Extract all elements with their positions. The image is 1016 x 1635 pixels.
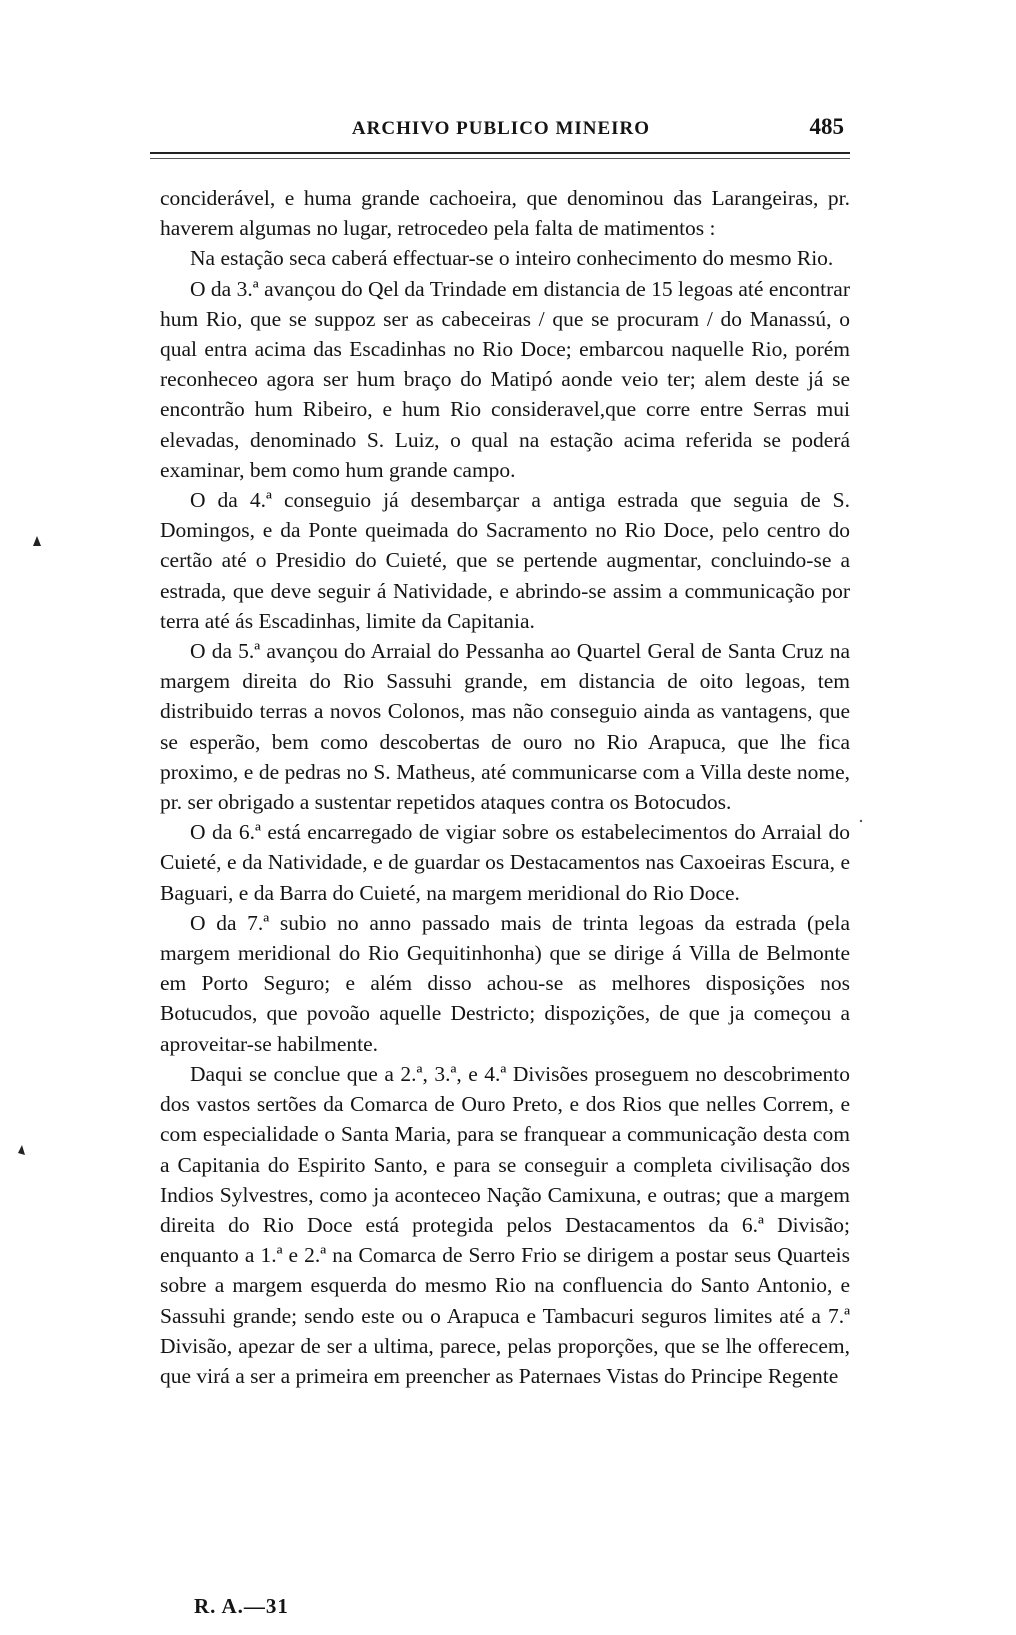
paragraph: O da 7.ª subio no anno passado mais de trinta legoas da estrada (pela margem meridional do Rio Gequitinhonha) que se dirige á Villa de Belmonte em Porto Seguro; e além disso achou-se as melhores disposições nos Botucudos, que povoão aquelle Destricto; dispozições, de que ja começou a aproveitar-se habilmente.: [160, 910, 850, 1056]
scan-speck: [33, 536, 41, 546]
signature-mark: R. A.—31: [194, 1594, 289, 1618]
paragraph: O da 4.ª conseguio já desembarçar a antiga estrada que seguia de S. Domingos, e da Ponte queimada do Sacramento no Rio Doce, pelo centro do certão até o Presidio do Cuieté, que se pertende augmentar, concluindo-se a estrada, que deve seguir á Natividade, e abrindo-se assim a communicação por terra até ás Escadinhas, limite da Capitania.: [160, 488, 850, 633]
paragraph: O da 6.ª está encarregado de vigiar sobre os estabelecimentos do Arraial do Cuieté, e da Natividade, e de guardar os Destacamentos nas Caxoeiras Escura, e Baguari, e da Barra do Cuieté, na margem meridional do Rio Doce.: [160, 820, 850, 905]
scan-speck: [18, 1145, 25, 1155]
scan-speck: [860, 820, 862, 822]
paragraph: conciderável, e huma grande cachoeira, que denominou das Larangeiras, pr. haverem algumas no lugar, retrocedeo pela falta de matimentos :: [160, 186, 850, 241]
paragraph: O da 3.ª avançou do Qel da Trindade em distancia de 15 legoas até encontrar hum Rio, que se suppoz ser as cabeceiras / que se procuram / do Manassú, o qual entra acima das Escadinhas no Rio Doce; embarcou naquelle Rio, porém reconheceo agora ser hum braço do Matipó aonde veio ter; alem deste já se encontrão hum Ribeiro, e hum Rio consideravel,que corre entre Serras mui elevadas, denominado S. Luiz, o qual na estação acima referida se poderá examinar, bem como hum grande campo.: [160, 276, 850, 482]
paragraph: O da 5.ª avançou do Arraial do Pessanha ao Quartel Geral de Santa Cruz na margem direita do Rio Sassuhi grande, em distancia de oito legoas, tem distribuido terras a novos Colonos, mas não conseguio ainda as vantagens, que se esperão, bem como descobertas de ouro no Rio Arapuca, que lhe fica proximo, e de pedras no S. Matheus, até communicarse com a Villa deste nome, pr. ser obrigado a sustentar repetidos ataques contra os Botocudos.: [160, 639, 850, 815]
paragraph: Daqui se conclue que a 2.ª, 3.ª, e 4.ª Divisões proseguem no descobrimento dos vastos sertões da Comarca de Ouro Preto, e dos Rios que nelles Correm, e com especialidade o Santa Maria, para se franquear a communicação desta com a Capitania do Espirito Santo, e para se conseguir a completa civilisação dos Indios Sylvestres, como ja aconteceo Nação Camixuna, e outras; que a margem direita do Rio Doce está protegida pelos Destacamentos da 6.ª Divisão; enquanto a 1.ª e 2.ª na Comarca de Serro Frio se dirigem a postar seus Quarteis sobre a margem esquerda do mesmo Rio na confluencia do Santo Antonio, e Sassuhi grande; sendo este ou o Arapuca e Tambacuri seguros limites até a 7.ª Divisão, apezar de ser a ultima, parece, pelas proporções, que se lhe offerecem, que virá a ser a primeira em preencher as Paternaes Vistas do Principe Regente: [160, 1061, 850, 1388]
running-title: ARCHIVO PUBLICO MINEIRO: [351, 118, 651, 139]
paragraph: Na estação seca caberá effectuar-se o inteiro conhecimento do mesmo Rio.: [190, 246, 834, 271]
page-number: 485: [809, 114, 844, 139]
